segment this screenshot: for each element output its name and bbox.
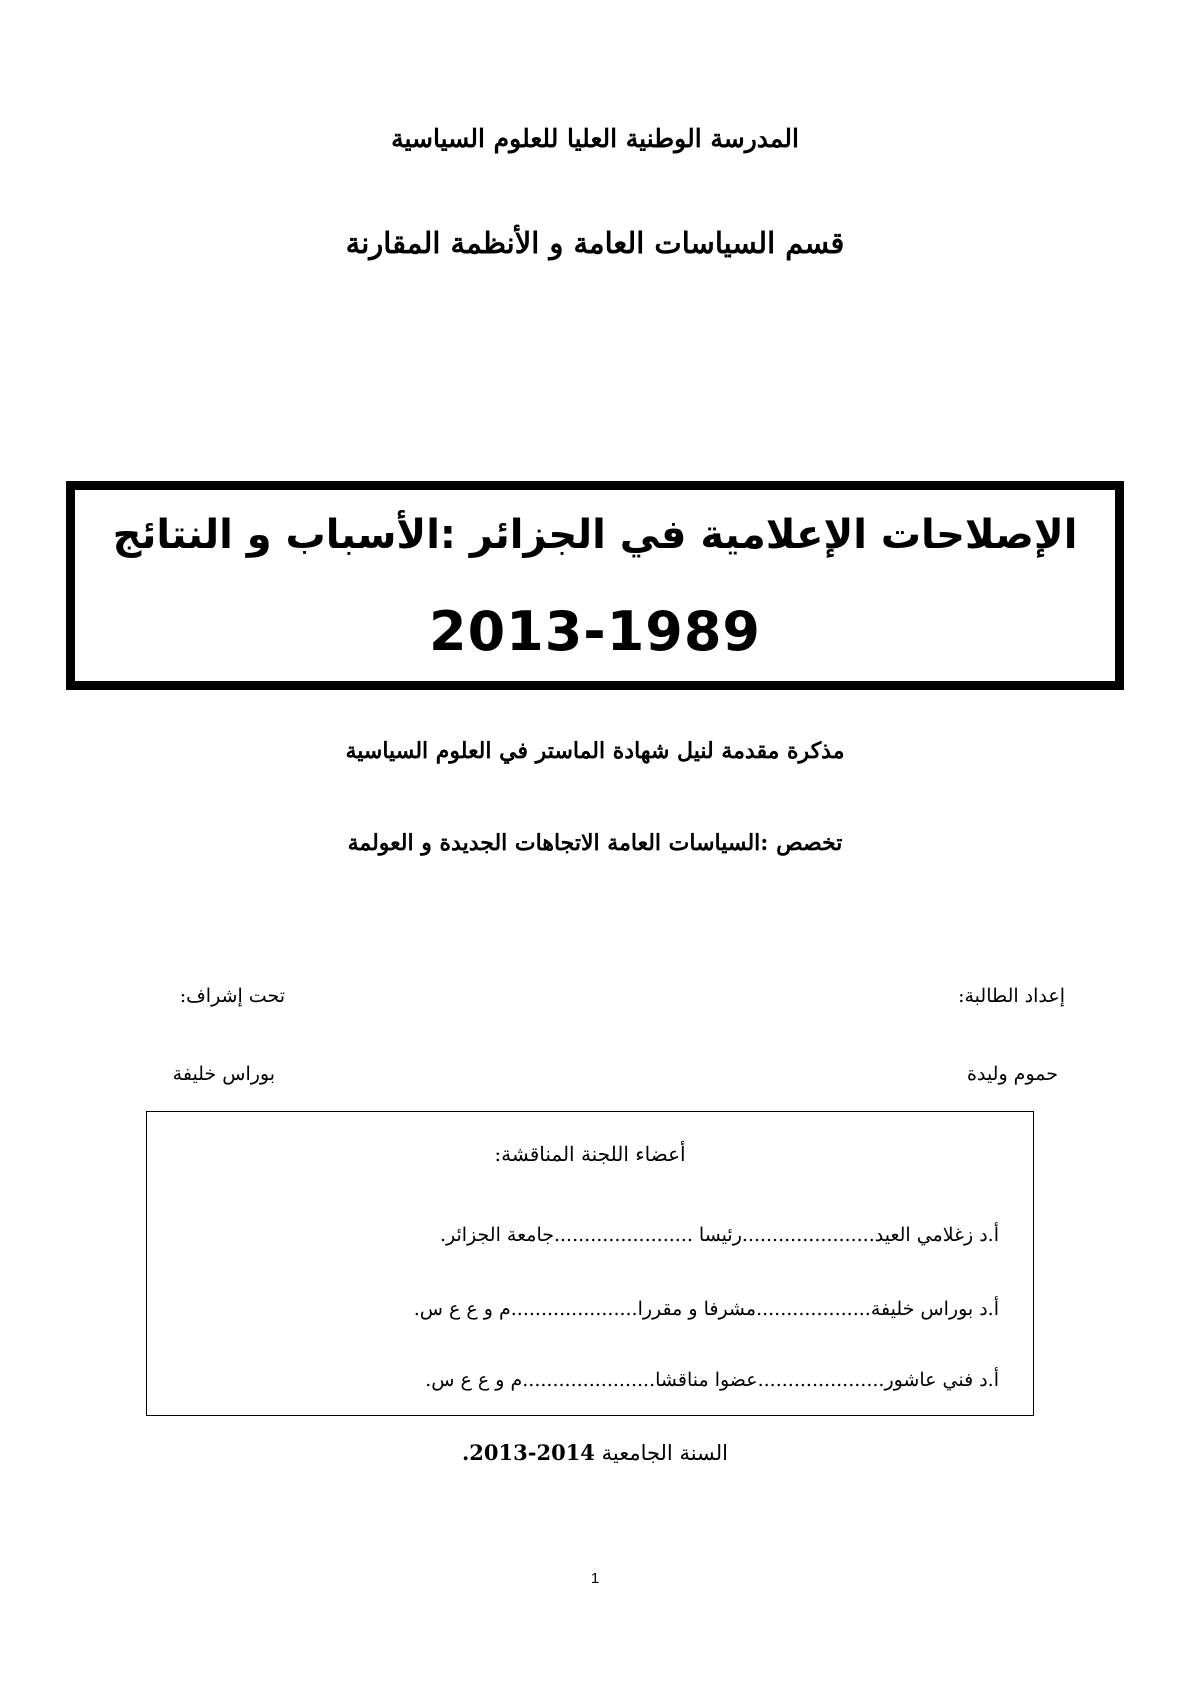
department-name: قسم السياسات العامة و الأنظمة المقارنة xyxy=(345,226,845,260)
academic-year-value: 2014-2013. xyxy=(461,1440,595,1465)
committee-member: أ.د بوراس خليفة...................مشرفا و مقررا.....................م و ع ع س. xyxy=(413,1298,999,1320)
institution-name: المدرسة الوطنية العليا للعلوم السياسية xyxy=(391,124,799,153)
committee-box xyxy=(146,1111,1034,1416)
prepared-by-label: إعداد الطالبة: xyxy=(958,985,1065,1007)
supervised-by-label: تحت إشراف: xyxy=(179,985,285,1007)
committee-title: أعضاء اللجنة المناقشة: xyxy=(494,1142,686,1166)
academic-year xyxy=(0,1440,1190,1465)
supervisor-name: بوراس خليفة xyxy=(172,1063,275,1085)
academic-year-label: السنة الجامعية xyxy=(601,1441,729,1465)
thesis-title: الإصلاحات الإعلامية في الجزائر :الأسباب و النتائج xyxy=(112,512,1078,558)
page-number: 1 xyxy=(590,1570,600,1587)
thesis-years: 2013-1989 xyxy=(429,600,761,663)
committee-member: أ.د فني عاشور.....................عضوا مناقشا......................م و ع ع س. xyxy=(425,1369,999,1391)
student-name: حموم وليدة xyxy=(967,1063,1058,1085)
title-box xyxy=(66,481,1124,690)
committee-member: أ.د زغلامي العيد......................رئيسا .......................جامعة الجزائر. xyxy=(439,1224,999,1246)
thesis-subtitle: مذكرة مقدمة لنيل شهادة الماستر في العلوم السياسية xyxy=(345,738,845,764)
specialty: تخصص :السياسات العامة الاتجاهات الجديدة و العولمة xyxy=(347,830,843,856)
